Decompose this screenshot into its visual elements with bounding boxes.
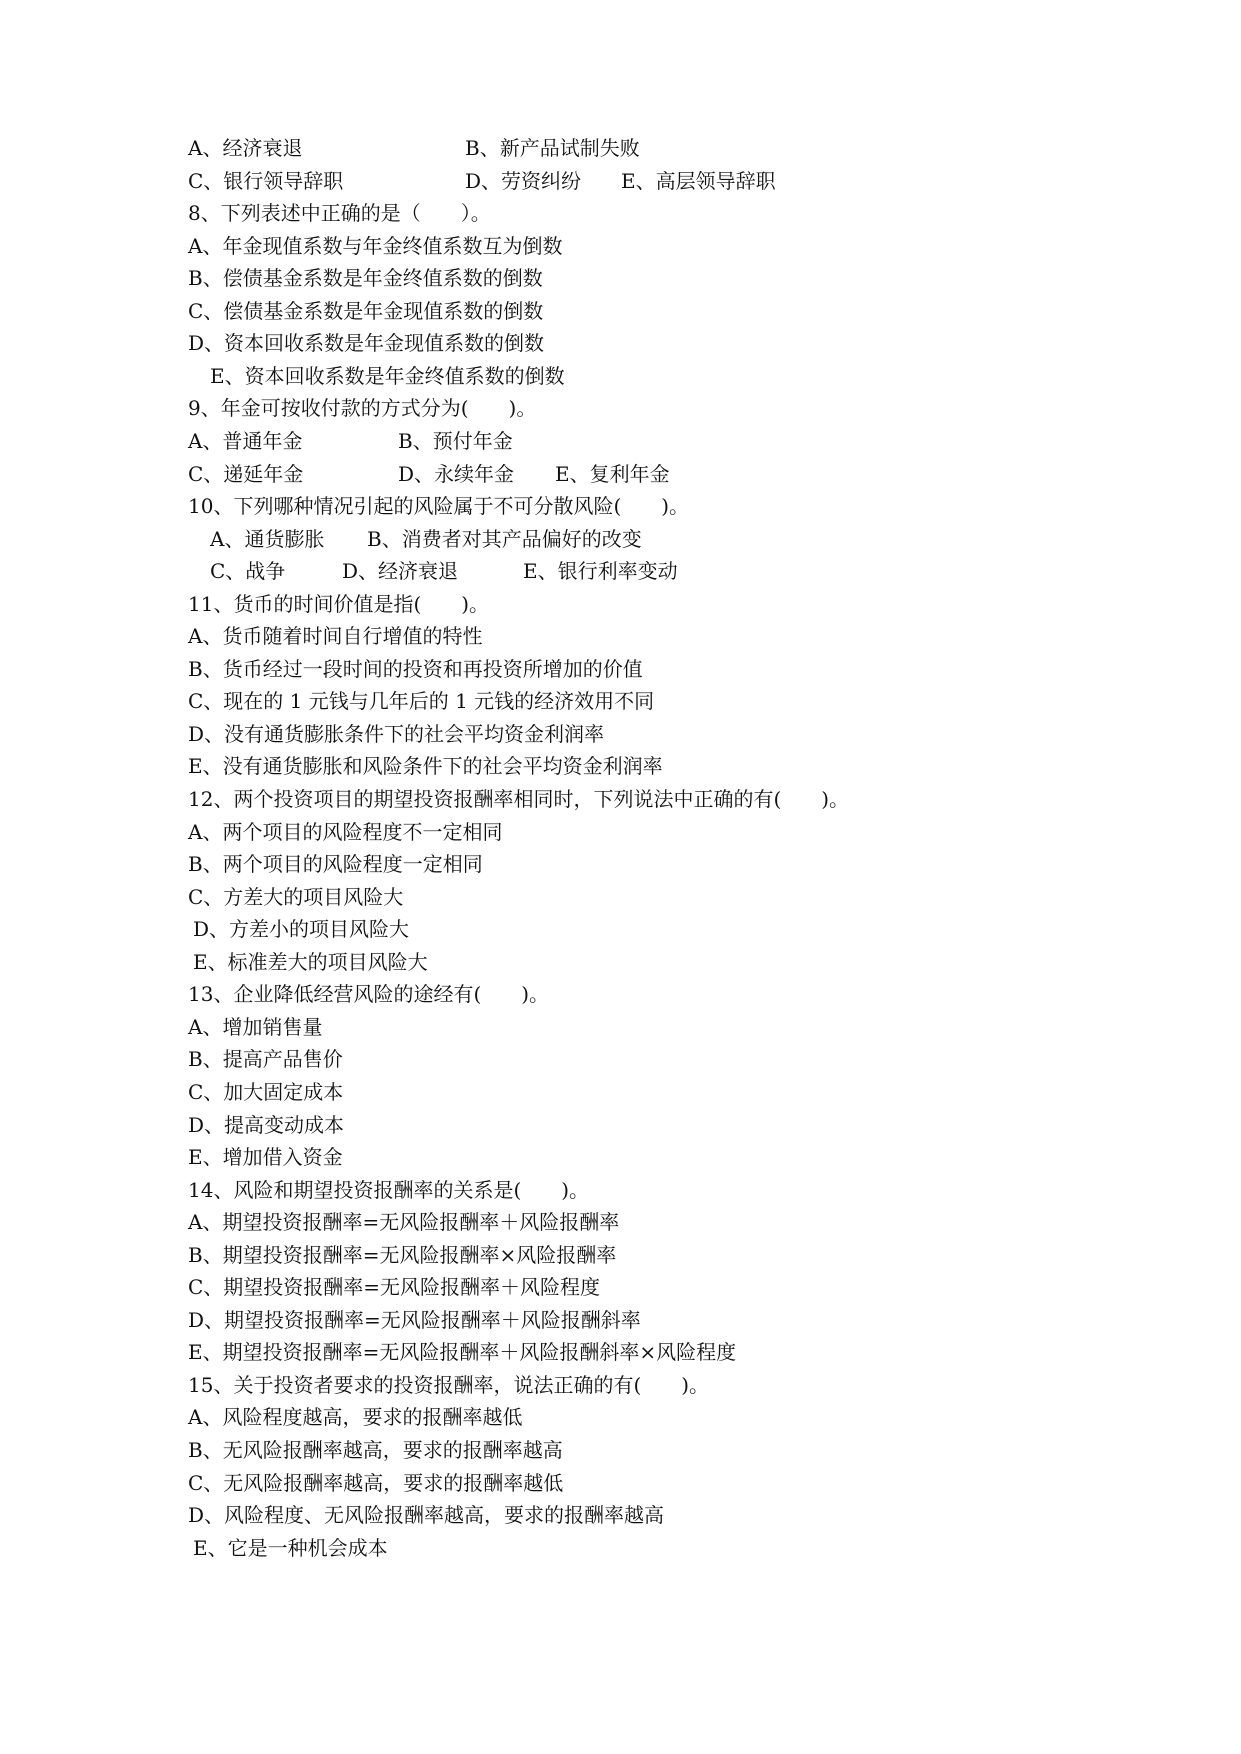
option-text: A、通货膨胀 xyxy=(210,527,325,551)
option-text: E、银行利率变动 xyxy=(523,559,678,583)
text-line: B、偿债基金系数是年金终值系数的倒数 xyxy=(188,266,543,290)
option-text: B、新产品试制失败 xyxy=(465,136,640,160)
option-text: B、消费者对其产品偏好的改变 xyxy=(367,527,642,551)
text-line: D、没有通货膨胀条件下的社会平均资金利润率 xyxy=(188,722,605,746)
text-line: B、提高产品售价 xyxy=(188,1047,343,1071)
text-line: E、期望投资报酬率=无风险报酬率＋风险报酬斜率×风险程度 xyxy=(188,1340,737,1364)
text-line: B、两个项目的风险程度一定相同 xyxy=(188,852,483,876)
text-line xyxy=(210,527,1110,551)
option-text: D、经济衰退 xyxy=(342,559,459,583)
text-line: B、期望投资报酬率=无风险报酬率×风险报酬率 xyxy=(188,1243,617,1267)
text-line: A、年金现值系数与年金终值系数互为倒数 xyxy=(188,234,563,258)
text-line: E、标准差大的项目风险大 xyxy=(193,950,428,974)
text-line: C、现在的 1 元钱与几年后的 1 元钱的经济效用不同 xyxy=(188,689,655,713)
text-line: A、增加销售量 xyxy=(188,1015,323,1039)
text-line: A、期望投资报酬率=无风险报酬率＋风险报酬率 xyxy=(188,1210,620,1234)
text-line: E、增加借入资金 xyxy=(188,1145,343,1169)
option-text: C、银行领导辞职 xyxy=(188,169,344,193)
text-line: A、风险程度越高，要求的报酬率越低 xyxy=(188,1405,523,1429)
text-line: E、资本回收系数是年金终值系数的倒数 xyxy=(210,364,565,388)
text-line: C、无风险报酬率越高，要求的报酬率越低 xyxy=(188,1471,564,1495)
option-text: C、战争 xyxy=(210,559,286,583)
text-line: 11、货币的时间价值是指( )。 xyxy=(188,592,490,616)
option-text: A、普通年金 xyxy=(188,429,303,453)
option-text: C、递延年金 xyxy=(188,462,304,486)
text-line: 15、关于投资者要求的投资报酬率，说法正确的有( )。 xyxy=(188,1373,710,1397)
option-text: E、复利年金 xyxy=(555,462,670,486)
text-line xyxy=(188,462,1088,486)
text-line: C、偿债基金系数是年金现值系数的倒数 xyxy=(188,299,544,323)
text-line: 10、下列哪种情况引起的风险属于不可分散风险( )。 xyxy=(188,494,690,518)
text-line xyxy=(188,136,1088,160)
text-line xyxy=(188,169,1088,193)
text-line: B、货币经过一段时间的投资和再投资所增加的价值 xyxy=(188,657,643,681)
text-line: E、它是一种机会成本 xyxy=(193,1536,388,1560)
text-line: E、没有通货膨胀和风险条件下的社会平均资金利润率 xyxy=(188,754,663,778)
text-line: 8、下列表述中正确的是（ ）。 xyxy=(188,201,491,225)
text-line: D、提高变动成本 xyxy=(188,1113,345,1137)
text-line xyxy=(188,429,1088,453)
option-text: A、经济衰退 xyxy=(188,136,303,160)
text-line: D、方差小的项目风险大 xyxy=(193,917,410,941)
text-line: 14、风险和期望投资报酬率的关系是( )。 xyxy=(188,1178,590,1202)
text-line: A、货币随着时间自行增值的特性 xyxy=(188,624,483,648)
text-line: D、期望投资报酬率=无风险报酬率＋风险报酬斜率 xyxy=(188,1308,641,1332)
option-text: B、预付年金 xyxy=(398,429,513,453)
text-line: D、资本回收系数是年金现值系数的倒数 xyxy=(188,331,545,355)
option-text: E、高层领导辞职 xyxy=(621,169,776,193)
option-text: D、永续年金 xyxy=(398,462,515,486)
text-line: D、风险程度、无风险报酬率越高，要求的报酬率越高 xyxy=(188,1503,665,1527)
text-line: 12、两个投资项目的期望投资报酬率相同时，下列说法中正确的有( )。 xyxy=(188,787,850,811)
text-line: 9、年金可按收付款的方式分为( )。 xyxy=(188,396,537,420)
option-text: D、劳资纠纷 xyxy=(465,169,582,193)
text-line: C、方差大的项目风险大 xyxy=(188,885,404,909)
text-line xyxy=(210,559,1110,583)
text-line: B、无风险报酬率越高，要求的报酬率越高 xyxy=(188,1438,563,1462)
text-line: 13、企业降低经营风险的途经有( )。 xyxy=(188,982,550,1006)
text-line: C、期望投资报酬率=无风险报酬率＋风险程度 xyxy=(188,1275,601,1299)
text-line: C、加大固定成本 xyxy=(188,1080,344,1104)
text-line: A、两个项目的风险程度不一定相同 xyxy=(188,820,503,844)
